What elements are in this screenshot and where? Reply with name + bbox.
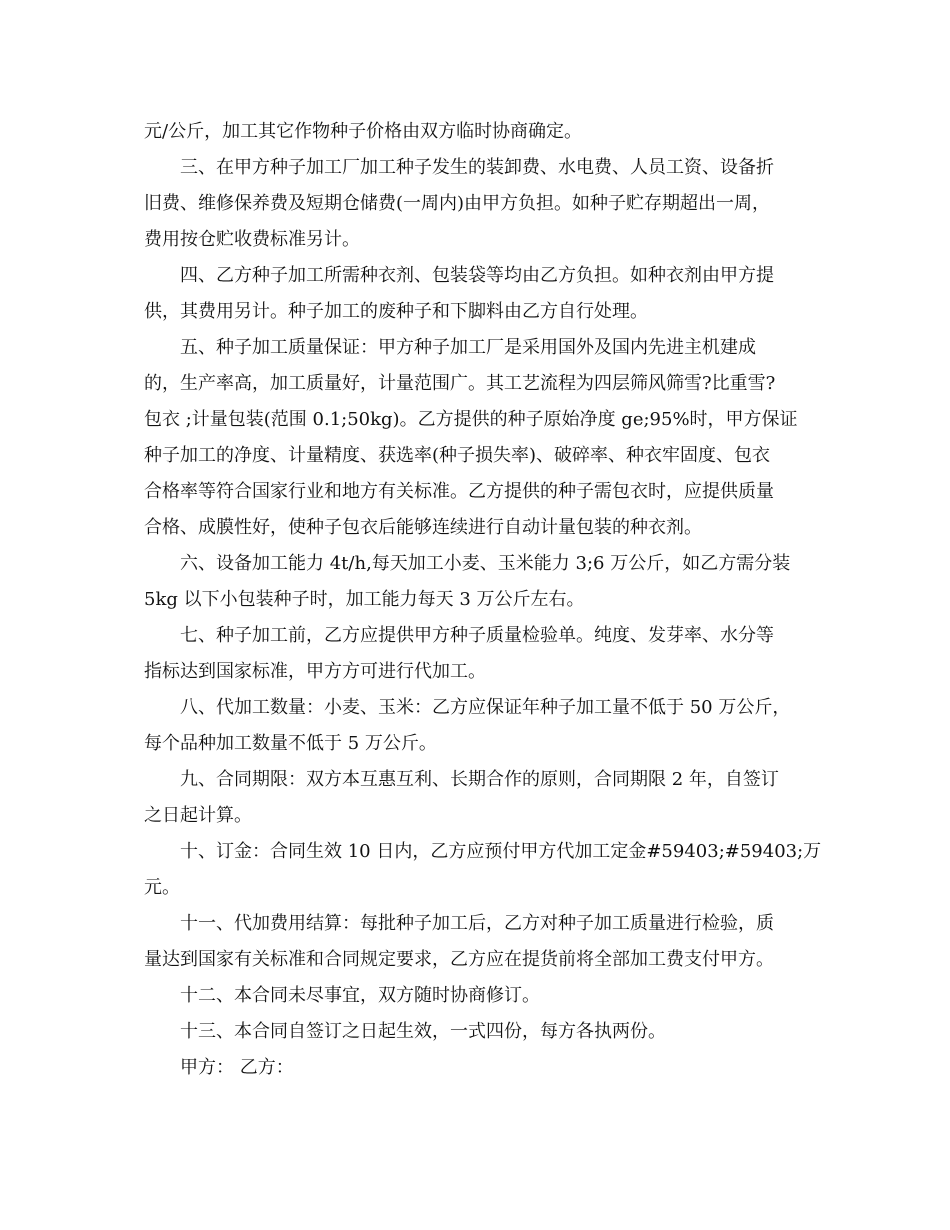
clause-8-line-2: 每个品种加工数量不低于 5 万公斤。	[144, 733, 437, 754]
clause-5-line-5: 合格率等符合国家行业和地方有关标准。乙方提供的种子需包衣时，应提供质量	[144, 481, 774, 502]
clause-4-line-2: 供，其费用另计。种子加工的废种子和下脚料由乙方自行处理。	[144, 301, 648, 322]
clause-5-line-4: 种子加工的净度、计量精度、获选率(种子损失率)、破碎率、种衣牢固度、包衣	[144, 445, 771, 466]
clause-4-line-1: 四、乙方种子加工所需种衣剂、包装袋等均由乙方负担。如种衣剂由甲方提	[180, 265, 774, 286]
clause-13-line-1: 十三、本合同自签订之日起生效，一式四份，每方各执两份。	[180, 1021, 666, 1042]
clause-3-line-1: 三、在甲方种子加工厂加工种子发生的装卸费、水电费、人员工资、设备折	[180, 157, 774, 178]
clause-5-line-6: 合格、成膜性好，使种子包衣后能够连续进行自动计量包装的种衣剂。	[144, 517, 702, 538]
clause-5-line-3: 包衣 ;计量包装(范围 0.1;50kg)。乙方提供的种子原始净度 ge;95%时，甲方保证	[144, 409, 798, 430]
clause-11-line-2: 量达到国家有关标准和合同规定要求，乙方应在提货前将全部加工费支付甲方。	[144, 949, 774, 970]
clause-9-line-2: 之日起计算。	[144, 805, 252, 826]
clause-6-line-2: 5kg 以下小包装种子时，加工能力每天 3 万公斤左右。	[144, 589, 585, 610]
clause-11-line-1: 十一、代加费用结算：每批种子加工后，乙方对种子加工质量进行检验，质	[180, 913, 774, 934]
signature-line: 甲方： 乙方：	[180, 1057, 294, 1078]
clause-5-line-1: 五、种子加工质量保证：甲方种子加工厂是采用国外及国内先进主机建成	[180, 337, 756, 358]
clause-5-line-2: 的，生产率高，加工质量好，计量范围广。其工艺流程为四层筛风筛雪?比重雪?	[144, 373, 776, 394]
clause-7-line-2: 指标达到国家标准，甲方方可进行代加工。	[144, 661, 486, 682]
clause-7-line-1: 七、种子加工前，乙方应提供甲方种子质量检验单。纯度、发芽率、水分等	[180, 625, 774, 646]
clause-3-line-2: 旧费、维修保养费及短期仓储费(一周内)由甲方负担。如种子贮存期超出一周，	[144, 193, 771, 214]
clause-6-line-1: 六、设备加工能力 4t/h,每天加工小麦、玉米能力 3;6 万公斤，如乙方需分装	[180, 553, 791, 574]
clause-3-line-3: 费用按仓贮收费标准另计。	[144, 229, 360, 250]
clause-10-line-2: 元。	[144, 877, 180, 898]
clause-12-line-1: 十二、本合同未尽事宜，双方随时协商修订。	[180, 985, 540, 1006]
clause-9-line-1: 九、合同期限：双方本互惠互利、长期合作的原则，合同期限 2 年，自签订	[180, 769, 779, 790]
text-line: 元/公斤，加工其它作物种子价格由双方临时协商确定。	[144, 121, 583, 142]
clause-8-line-1: 八、代加工数量：小麦、玉米：乙方应保证年种子加工量不低于 50 万公斤，	[180, 697, 791, 718]
contract-text	[144, 114, 822, 1086]
clause-10-line-1: 十、订金：合同生效 10 日内，乙方应预付甲方代加工定金#59403;#59403;万	[180, 841, 822, 862]
